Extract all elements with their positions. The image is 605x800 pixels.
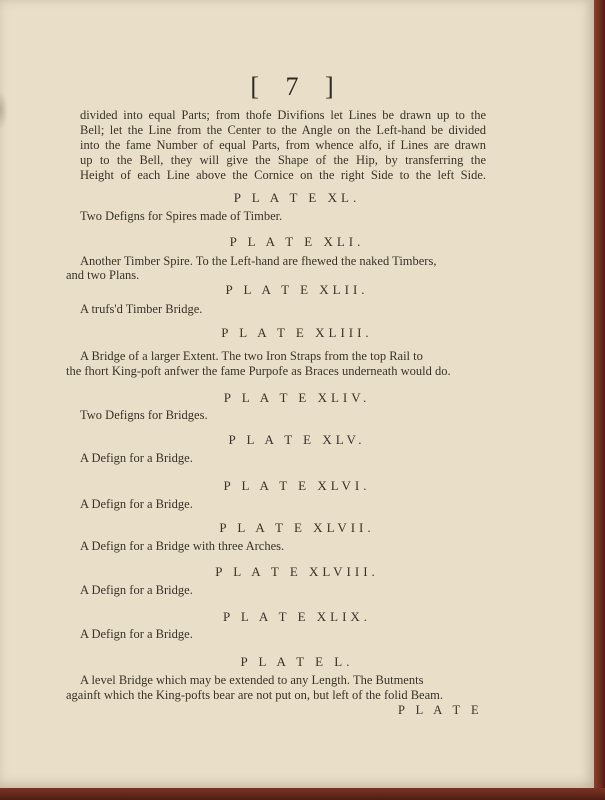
plate-heading: P L A T E XLIII.: [221, 325, 373, 340]
plate-caption: Two Defigns for Spires made of Timber.: [80, 209, 283, 223]
plate-caption: Another Timber Spire. To the Left-hand are fhewed the naked Timbers,: [80, 254, 437, 268]
page-number: [ 7 ]: [250, 72, 344, 101]
plate-caption: Two Defigns for Bridges.: [80, 408, 208, 422]
intro-line: into the fame Number of equal Parts, from whence alfo, if Lines are drawn: [80, 138, 486, 152]
plate-caption: the fhort King-poft anfwer the fame Purpofe as Braces underneath would do.: [66, 364, 451, 378]
catchword: P L A T E: [398, 703, 483, 717]
plate-heading: P L A T E XLIX.: [222, 609, 372, 624]
plate-heading: P L A T E XLVI.: [223, 478, 371, 493]
plate-caption: A Defign for a Bridge.: [80, 627, 193, 641]
book-edge-right: [594, 0, 605, 800]
plate-caption: againft which the King-pofts bear are not put on, but left of the folid Beam.: [66, 688, 443, 702]
book-edge-bottom: [0, 788, 605, 800]
plate-caption: A Defign for a Bridge.: [80, 497, 193, 511]
intro-line: divided into equal Parts; from thofe Divifions let Lines be drawn up to the: [80, 108, 486, 122]
plate-heading: P L A T E XLIV.: [223, 390, 371, 405]
plate-caption: and two Plans.: [66, 268, 140, 282]
plate-heading: P L A T E L.: [240, 654, 354, 669]
plate-heading: P L A T E XLII.: [225, 282, 369, 297]
plate-caption: A Defign for a Bridge with three Arches.: [80, 539, 285, 553]
plate-heading: P L A T E XL.: [233, 190, 361, 205]
plate-heading: P L A T E XLV.: [228, 432, 366, 447]
plate-heading: P L A T E XLVII.: [219, 520, 375, 535]
plate-heading: P L A T E XLVIII.: [215, 564, 379, 579]
plate-caption: A Defign for a Bridge.: [80, 451, 193, 465]
plate-heading: P L A T E XLI.: [229, 234, 365, 249]
intro-line: up to the Bell, they will give the Shape of the Hip, by transferring the: [80, 153, 486, 167]
intro-line: Bell; let the Line from the Center to the Angle on the Left-hand be divided: [80, 123, 486, 137]
plate-caption: A trufs'd Timber Bridge.: [80, 302, 203, 316]
plate-caption: A Bridge of a larger Extent. The two Iron Straps from the top Rail to: [80, 349, 423, 363]
plate-caption: A level Bridge which may be extended to any Length. The Butments: [80, 673, 424, 687]
intro-line: Height of each Line above the Cornice on the right Side to the left Side.: [80, 168, 486, 182]
plate-caption: A Defign for a Bridge.: [80, 583, 193, 597]
